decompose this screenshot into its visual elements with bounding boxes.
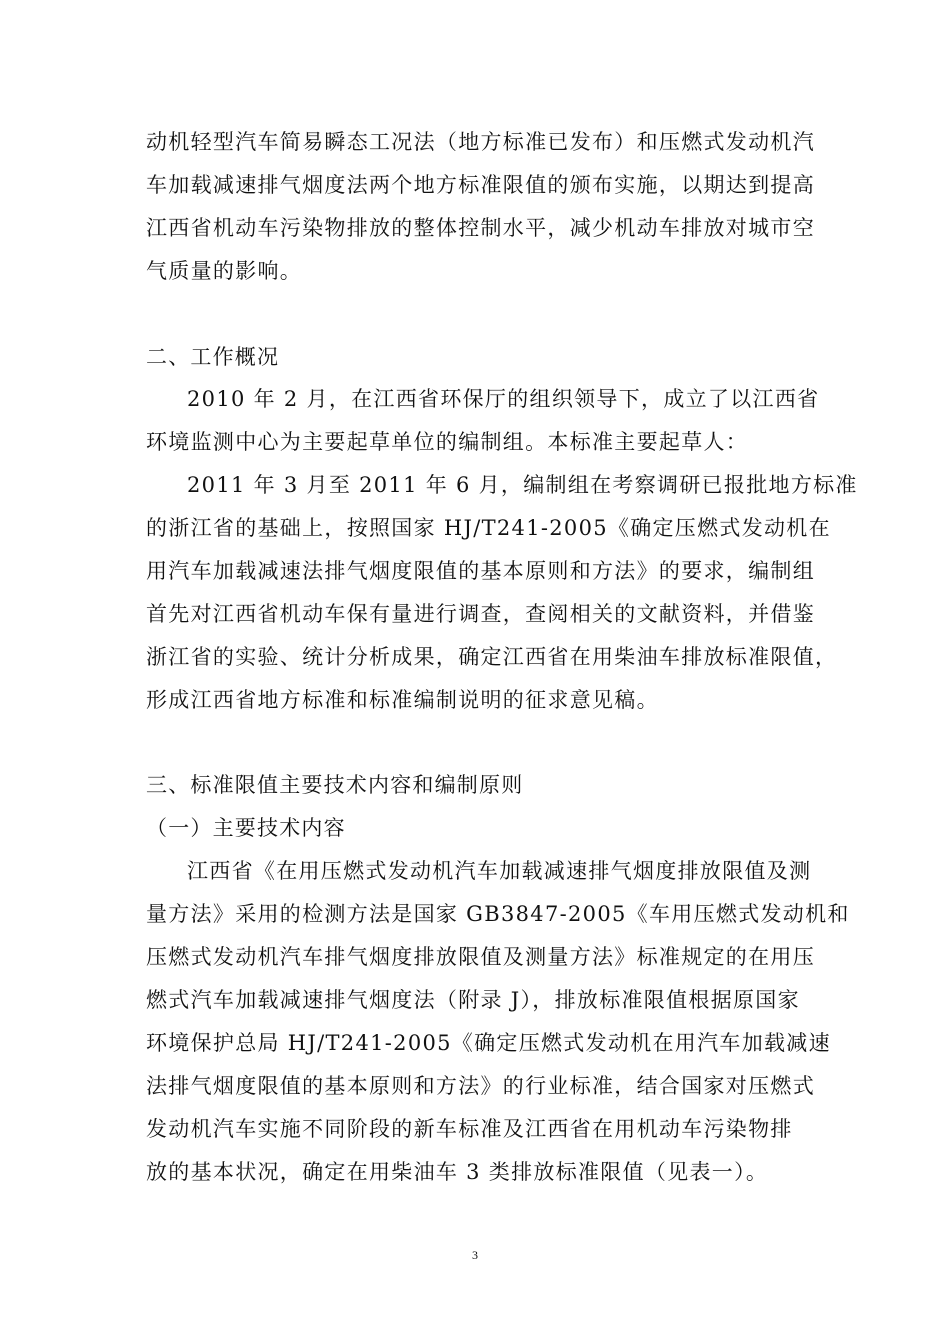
intro-line: 动机轻型汽车简易瞬态工况法（地方标准已发布）和压燃式发动机汽 [146,130,815,154]
paragraph-line: 首先对江西省机动车保有量进行调查，查阅相关的文献资料，并借鉴 [146,602,815,626]
intro-line: 气质量的影响。 [146,259,303,283]
paragraph-line: 放的基本状况，确定在用柴油车 3 类排放标准限值（见表一）。 [146,1160,769,1184]
paragraph-line: 环境监测中心为主要起草单位的编制组。本标准主要起草人： [146,430,749,454]
paragraph-line: 的浙江省的基础上，按照国家 HJ/T241-2005《确定压燃式发动机在 [146,516,831,540]
paragraph-line: 法排气烟度限值的基本原则和方法》的行业标准，结合国家对压燃式 [146,1074,815,1098]
paragraph-line: 2010 年 2 月，在江西省环保厅的组织领导下，成立了以江西省 [187,387,820,411]
paragraph-line: 燃式汽车加载减速排气烟度法（附录 J），排放标准限值根据原国家 [146,988,800,1012]
paragraph-line: 发动机汽车实施不同阶段的新车标准及江西省在用机动车污染物排 [146,1117,793,1141]
section-heading-work-overview: 二、工作概况 [146,345,280,369]
subsection-heading: （一）主要技术内容 [146,816,346,840]
paragraph-line: 环境保护总局 HJ/T241-2005《确定压燃式发动机在用汽车加载减速 [146,1031,831,1055]
paragraph-line: 量方法》采用的检测方法是国家 GB3847-2005《车用压燃式发动机和 [146,902,850,926]
paragraph-line: 江西省《在用压燃式发动机汽车加载减速排气烟度排放限值及测 [187,859,812,883]
paragraph-line: 浙江省的实验、统计分析成果，确定江西省在用柴油车排放标准限值， [146,645,838,669]
paragraph-line: 形成江西省地方标准和标准编制说明的征求意见稿。 [146,688,659,712]
intro-line: 江西省机动车污染物排放的整体控制水平，减少机动车排放对城市空 [146,216,815,240]
page-number: 3 [472,1248,478,1262]
paragraph-line: 2011 年 3 月至 2011 年 6 月，编制组在考察调研已报批地方标准 [187,473,858,497]
paragraph-line: 用汽车加载减速法排气烟度限值的基本原则和方法》的要求，编制组 [146,559,815,583]
intro-line: 车加载减速排气烟度法两个地方标准限值的颁布实施，以期达到提高 [146,173,815,197]
paragraph-line: 压燃式发动机汽车排气烟度排放限值及测量方法》标准规定的在用压 [146,945,815,969]
section-heading-technical-content: 三、标准限值主要技术内容和编制原则 [146,773,524,797]
